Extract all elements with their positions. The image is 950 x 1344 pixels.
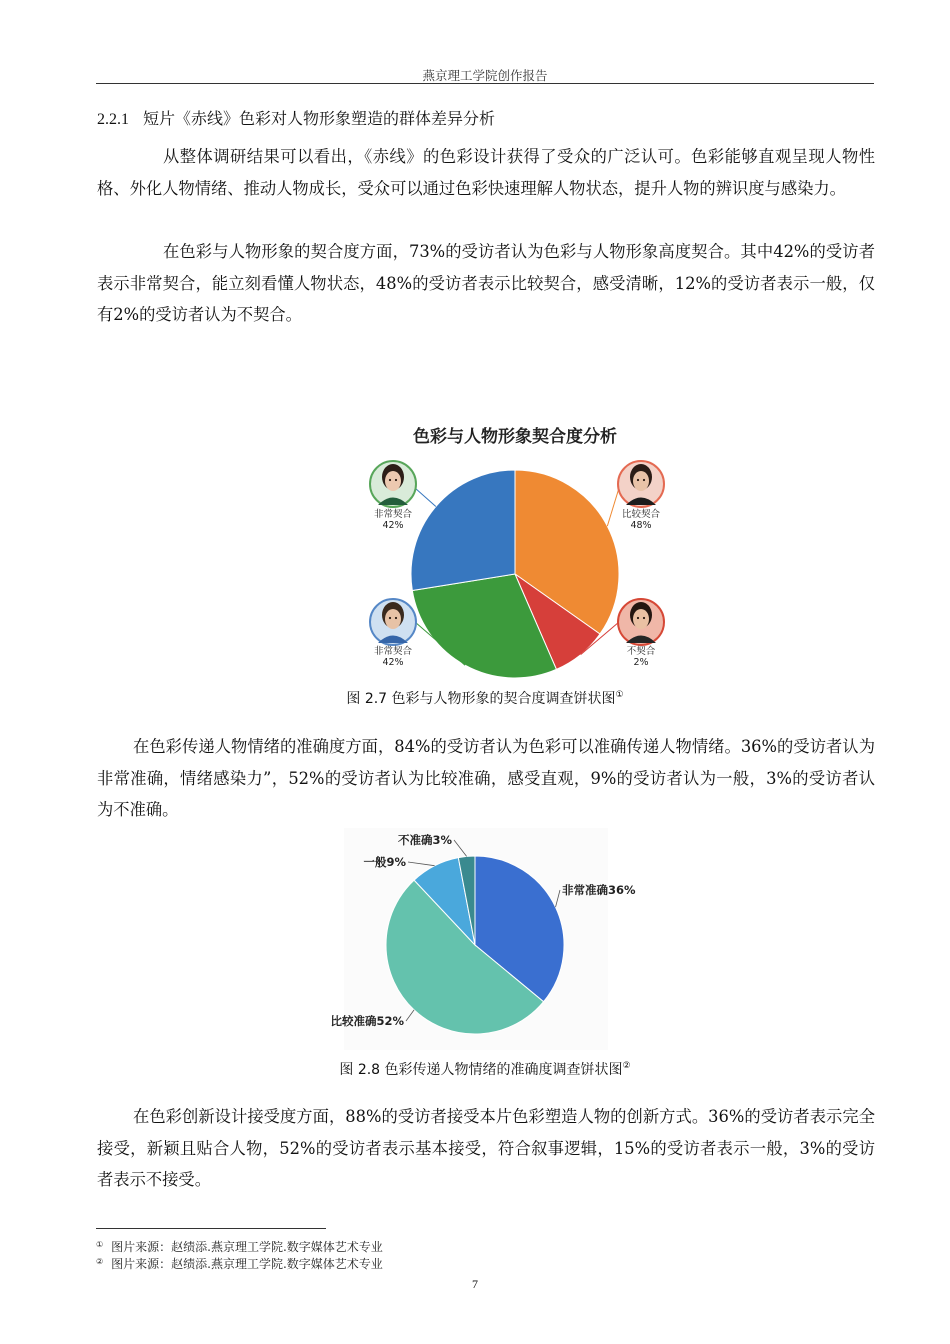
- slice-label-3: 不准确3%: [397, 833, 452, 847]
- caption-footnote-mark: ①: [615, 690, 624, 700]
- figure-2-8-pie-chart: [330, 828, 636, 1050]
- footnote-text: 图片来源：赵绩添.燕京理工学院.数字媒体艺术专业: [111, 1240, 383, 1254]
- figure-2-8-caption: [96, 1059, 874, 1079]
- slice-label-3: 非常契合: [373, 509, 413, 520]
- man-avatar-icon: [618, 461, 664, 507]
- pie-slices: [411, 470, 619, 678]
- section-heading: [97, 106, 495, 129]
- leader-line-0: [607, 488, 619, 526]
- slice-value-1: 2%: [633, 657, 649, 668]
- slice-label-1: 不契合: [626, 646, 656, 657]
- slice-label-2: 一般9%: [363, 855, 406, 869]
- young-man-avatar-icon: [370, 599, 416, 645]
- slice-label-1: 比较准确52%: [330, 1014, 404, 1028]
- page-number: 7: [472, 1277, 478, 1291]
- section-title: 短片《赤线》色彩对人物形象塑造的群体差异分析: [143, 109, 496, 128]
- footnote-2: [96, 1255, 383, 1272]
- figure-2-7-caption: [96, 688, 874, 708]
- paragraph-4: 在色彩创新设计接受度方面，88%的受访者接受本片色彩塑造人物的创新方式。36%的受访者表示完全接受，新颖且贴合人物，52%的受访者表示基本接受，符合叙事逻辑，15%的受访者表示一般，3%的受访者表示不接受。: [97, 1107, 875, 1189]
- leader-line-3: [415, 488, 436, 507]
- pie-slices: [386, 856, 564, 1034]
- footnote-1: [96, 1238, 383, 1255]
- footnote-text: 图片来源：赵绩添.燕京理工学院.数字媒体艺术专业: [111, 1257, 383, 1271]
- header-rule: [96, 83, 874, 84]
- caption-footnote-mark: ②: [622, 1061, 631, 1071]
- figure-2-7-pie-chart: [355, 412, 675, 680]
- pie-slice-3: [411, 470, 515, 591]
- slice-label-0: 非常准确36%: [562, 883, 636, 897]
- slice-value-2: 42%: [382, 657, 404, 668]
- slice-value-0: 48%: [630, 520, 652, 531]
- page-header: 燕京理工学院创作报告: [422, 68, 548, 83]
- caption-text: 图 2.7 色彩与人物形象的契合度调查饼状图: [346, 691, 616, 707]
- slice-value-3: 42%: [382, 520, 404, 531]
- section-number: 2.2.1: [97, 111, 129, 128]
- woman-avatar-icon: [370, 461, 416, 507]
- footnote-mark: ②: [96, 1257, 104, 1266]
- slice-label-0: 比较契合: [621, 509, 661, 520]
- young-woman-avatar-icon: [618, 599, 664, 645]
- paragraph-1: 从整体调研结果可以看出，《赤线》的色彩设计获得了受众的广泛认可。色彩能够直观呈现人物性格、外化人物情绪、推动人物成长，受众可以通过色彩快速理解人物状态，提升人物的辨识度与感染力。: [97, 147, 875, 198]
- footnote-rule: [96, 1228, 326, 1229]
- paragraph-3: 在色彩传递人物情绪的准确度方面，84%的受访者认为色彩可以准确传递人物情绪。36%的受访者认为非常准确，情绪感染力”，52%的受访者认为比较准确，感受直观，9%的受访者认为一般，3%的受访者认为不准确。: [97, 737, 875, 819]
- slice-label-2: 非常契合: [373, 646, 413, 657]
- caption-text: 图 2.8 色彩传递人物情绪的准确度调查饼状图: [339, 1062, 623, 1078]
- chart-title: 色彩与人物形象契合度分析: [413, 427, 617, 447]
- paragraph-2: 在色彩与人物形象的契合度方面，73%的受访者认为色彩与人物形象高度契合。其中42%的受访者表示非常契合，能立刻看懂人物状态，48%的受访者表示比较契合，感受清晰，12%的受访者表示一般，仅有2%的受访者认为不契合。: [97, 242, 875, 324]
- footnote-mark: ①: [96, 1240, 104, 1249]
